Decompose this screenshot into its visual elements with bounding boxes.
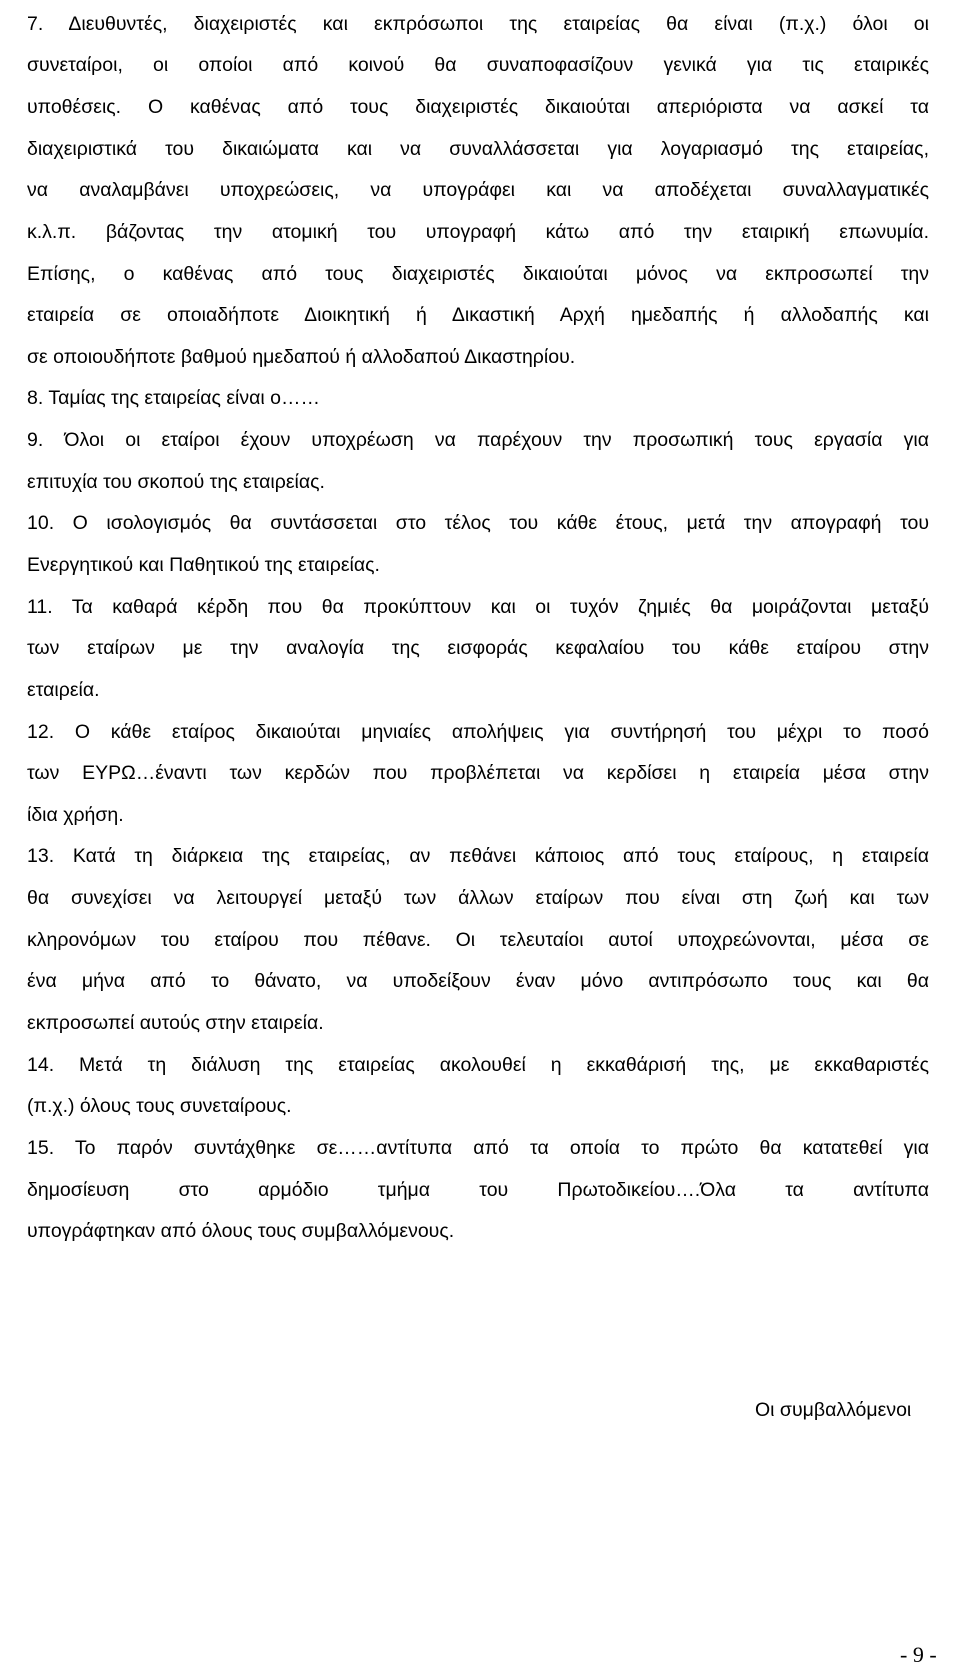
text-line: κ.λ.π. βάζοντας την ατομική του υπογραφή κάτω από την εταιρική επωνυμία. [27, 221, 929, 243]
text-line: εταιρεία σε οποιαδήποτε Διοικητική ή Δικαστική Αρχή ημεδαπής ή αλλοδαπής και [27, 304, 929, 326]
text-line: ίδια χρήση. [27, 804, 124, 826]
text-line: 14. Μετά τη διάλυση της εταιρείας ακολουθεί η εκκαθάρισή της, με εκκαθαριστές [27, 1054, 929, 1076]
text-line: διαχειριστικά του δικαιώματα και να συναλλάσσεται για λογαριασμό της εταιρείας, [27, 138, 929, 160]
text-line: επιτυχία του σκοπού της εταιρείας. [27, 471, 325, 493]
text-line: των ΕΥΡΩ…έναντι των κερδών που προβλέπεται να κερδίσει η εταιρεία μέσα στην [27, 762, 929, 784]
text-line: των εταίρων με την αναλογία της εισφοράς κεφαλαίου του κάθε εταίρου στην [27, 637, 929, 659]
text-line: κληρονόμων του εταίρου που πέθανε. Οι τελευταίοι αυτοί υποχρεώνονται, μέσα σε [27, 929, 929, 951]
text-line: 8. Ταμίας της εταιρείας είναι ο…… [27, 387, 320, 409]
text-line: υπογράφτηκαν από όλους τους συμβαλλόμενους. [27, 1220, 455, 1242]
text-line: (π.χ.) όλους τους συνεταίρους. [27, 1095, 292, 1117]
text-line: δημοσίευση στο αρμόδιο τμήμα του Πρωτοδικείου….Όλα τα αντίτυπα [27, 1179, 929, 1201]
text-line: εταιρεία. [27, 679, 100, 701]
page-number: - 9 - [900, 1642, 937, 1667]
text-line: θα συνεχίσει να λειτουργεί μεταξύ των άλλων εταίρων που είναι στη ζωή και των [27, 887, 929, 909]
text-line: σε οποιουδήποτε βαθμού ημεδαπού ή αλλοδαπού Δικαστηρίου. [27, 346, 576, 368]
text-line: να αναλαμβάνει υποχρεώσεις, να υπογράφει και να αποδέχεται συναλλαγματικές [27, 179, 929, 201]
text-line: υποθέσεις. Ο καθένας από τους διαχειριστές δικαιούται απεριόριστα να ασκεί τα [27, 96, 929, 118]
text-line: Επίσης, ο καθένας από τους διαχειριστές δικαιούται μόνος να εκπροσωπεί την [27, 263, 929, 285]
text-line: 12. Ο κάθε εταίρος δικαιούται μηνιαίες απολήψεις για συντήρησή του μέχρι το ποσό [27, 721, 929, 743]
text-line: 13. Κατά τη διάρκεια της εταιρείας, αν πεθάνει κάποιος από τους εταίρους, η εταιρεία [27, 845, 929, 867]
text-line: 9. Όλοι οι εταίροι έχουν υποχρέωση να παρέχουν την προσωπική τους εργασία για [27, 429, 929, 451]
text-line: Ενεργητικού και Παθητικού της εταιρείας. [27, 554, 380, 576]
text-line: 11. Τα καθαρά κέρδη που θα προκύπτουν και οι τυχόν ζημιές θα μοιράζονται μεταξύ [27, 596, 929, 618]
text-line: ένα μήνα από το θάνατο, να υποδείξουν έναν μόνο αντιπρόσωπο τους και θα [27, 970, 929, 992]
signature-label: Οι συμβαλλόμενοι [755, 1399, 912, 1421]
text-line: συνεταίροι, οι οποίοι από κοινού θα συναποφασίζουν γενικά για τις εταιρικές [27, 54, 929, 76]
text-line: 15. Το παρόν συντάχθηκε σε……αντίτυπα από τα οποία το πρώτο θα κατατεθεί για [27, 1137, 929, 1159]
text-line: εκπροσωπεί αυτούς στην εταιρεία. [27, 1012, 324, 1034]
text-line: 7. Διευθυντές, διαχειριστές και εκπρόσωποι της εταιρείας θα είναι (π.χ.) όλοι οι [27, 13, 929, 35]
text-line: 10. Ο ισολογισμός θα συντάσσεται στο τέλος του κάθε έτους, μετά την απογραφή του [27, 512, 929, 534]
